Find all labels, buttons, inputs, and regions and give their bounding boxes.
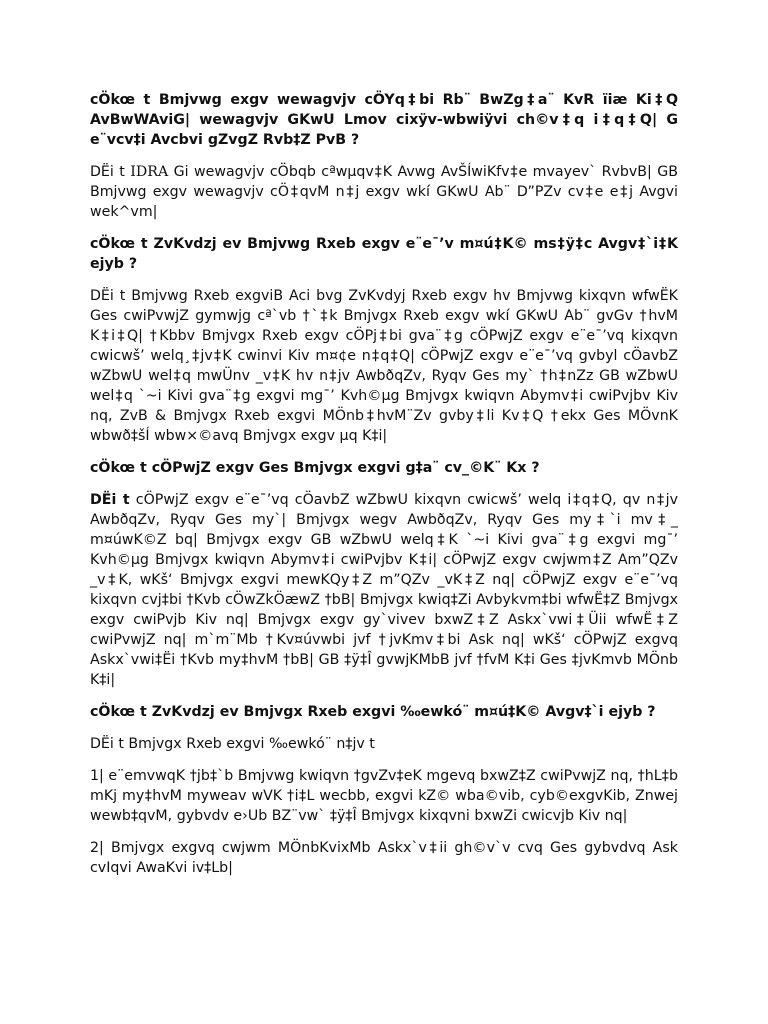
question-heading: cÖkœ t cÖPwjZ exgv Ges Bmjvgx exgvi g‡a¨ cv_©K¨ Kx ? (90, 460, 540, 476)
answer-paragraph (90, 490, 678, 690)
answer-paragraph (90, 162, 678, 222)
answer-text: cÖPwjZ exgv e¨e¯’vq cÖavbZ wZbwU kixqvn cwicwš’ welq i‡q‡Q, qv n‡jv AwbðqZv, Ryqv Ges my`| Bmjvgx wegv AwbðqZv, Ryqv Ges my‡`i mv‡_ m¤úwK©Z bq| Bmjvgx exgv GB wZbwU welq‡K `~i Kivi gva¨‡g exgvi mg¯’ Kvh©µg Bmjvgx kwiqvn Abymv‡i cwiPvjbv K‡i| cÖPwjZ exgv cwjwm‡Z Am”QZv _v‡K, wKš‘ Bmjvgx exgvi mewKQy‡Z m”QZv _vK‡Z nq| cÖPwjZ exgv e¨e¯’vq kixqvn cvj‡bi †Kvb cÖwZkÖæwZ †bB| Bmjvgx kwiq‡Zi Avbykvm‡bi wfwË‡Z Bmjvgx exgv cwiPvjb Kiv nq| Bmjvgx exgv gy`vivev bxwZ‡Z Askx`vwi‡Üii wfwË‡Z cwiPvwjZ nq| m`m¨Mb †Kv¤úvwbi jvf †jvKmv‡bi Ask nq| wKš‘ cÖPwjZ exgvq Askx`vwi‡Ëi †Kvb my‡hvM †bB| GB ‡ÿ‡Î gvwjKMbB jvf †fvM K‡i Ges ‡jvKmvb MÖnb K‡i| (90, 492, 678, 688)
document-page (90, 90, 678, 890)
answer-prefix: DËi t (90, 164, 131, 180)
list-item: 1| e¨emvwqK †jb‡`b Bmjvwg kwiqvn †gvZv‡eK mgevq bxwZ‡Z cwiPvwjZ nq, †hL‡b mKj my‡hvM myweav wVK †i‡L wecbb, exgvi kZ© wba©vib, cyb©exgvKib, Znwej wewb‡qvM, gybvdv e›Ub BZ¨vw` ‡ÿ‡Î Bmjvgx kixqvni bxwZi cwicvjb Kiv nq| (90, 768, 678, 824)
question-heading: cÖkœ t Bmjvwg exgv wewagvjv cÖYq‡bi Rb¨ BwZg‡a¨ KvR ïiæ Ki‡Q AvBwWAviG| wewagvjv GKwU Lmov cixÿv-wbwiÿvi ch©v‡q i‡q‡Q| G e¨vcv‡i Avcbvi gZvgZ Rvb‡Z PvB ? (90, 92, 678, 148)
answer-paragraph: DËi t Bmjvgx Rxeb exgvi ‰ewkó¨ n‡jv t (90, 736, 375, 752)
answer-paragraph: DËi t Bmjvwg Rxeb exgviB Aci bvg ZvKvdyj Rxeb exgv hv Bmjvwg kixqvn wfwËK Ges cwiPvwjZ gymwjg cª`vb †`‡k Bmjvgx Rxeb exgv wkí GKwU Ab¨ gvGv †hvM K‡i‡Q| †Kbbv Bmjvgx Rxeb exgv cÖPj‡bi gva¨‡g cÖPwjZ exgv e¨e¯’vq kixqvn cwicwš’ welq¸‡jv‡K cwinvi Kiv m¤¢e n‡q‡Q| cÖPwjZ exgv e¨e¯’vq gvbyl cÖavbZ wZbwU wel‡q mwÜnv _v‡K hv n‡jv AwbðqZv, Ryqv Ges my` †h‡nZz GB wZbwU wel‡q `~i Kivi gva¨‡g exgvi mg¯’ Kvh©µg Bmjvgx kwiqvn Abymv‡i cwiPvjbv Kiv nq, ZvB & Bmjvgx Rxeb exgvi MÖnb‡hvM¨Zv gvby‡li Kv‡Q †ekx Ges MÖvnK wbwð‡šÍ wbw×©avq Bmjvgx exgv µq K‡i| (90, 288, 678, 444)
organization-abbreviation: IDRA (130, 164, 169, 180)
question-heading: cÖkœ t ZvKvdzj ev Bmjvwg Rxeb exgv e¨e¯’v m¤ú‡K© ms‡ÿ‡c Avgv‡`i‡K ejyb ? (90, 236, 678, 272)
question-heading: cÖkœ t ZvKvdzj ev Bmjvgx Rxeb exgvi ‰ewkó¨ m¤ú‡K© Avgv‡`i ejyb ? (90, 704, 656, 720)
list-item: 2| Bmjvgx exgvq cwjwm MÖnbKvixMb Askx`v‡ii gh©v`v cvq Ges gybvdvq Ask cvIqvi AwaKvi iv‡Lb| (90, 840, 678, 876)
answer-lead: DËi t (90, 492, 130, 508)
answer-text: Gi wewagvjv cÖbqb cªwµqv‡K Avwg AvŠÍwiKfv‡e mvayev` RvbvB| GB Bmjvwg exgv wewagvjv cÖ‡qvM n‡j exgv wkí GKwU Ab¨ D”PZv cv‡e e‡j Avgvi wek^vm| (90, 164, 678, 220)
